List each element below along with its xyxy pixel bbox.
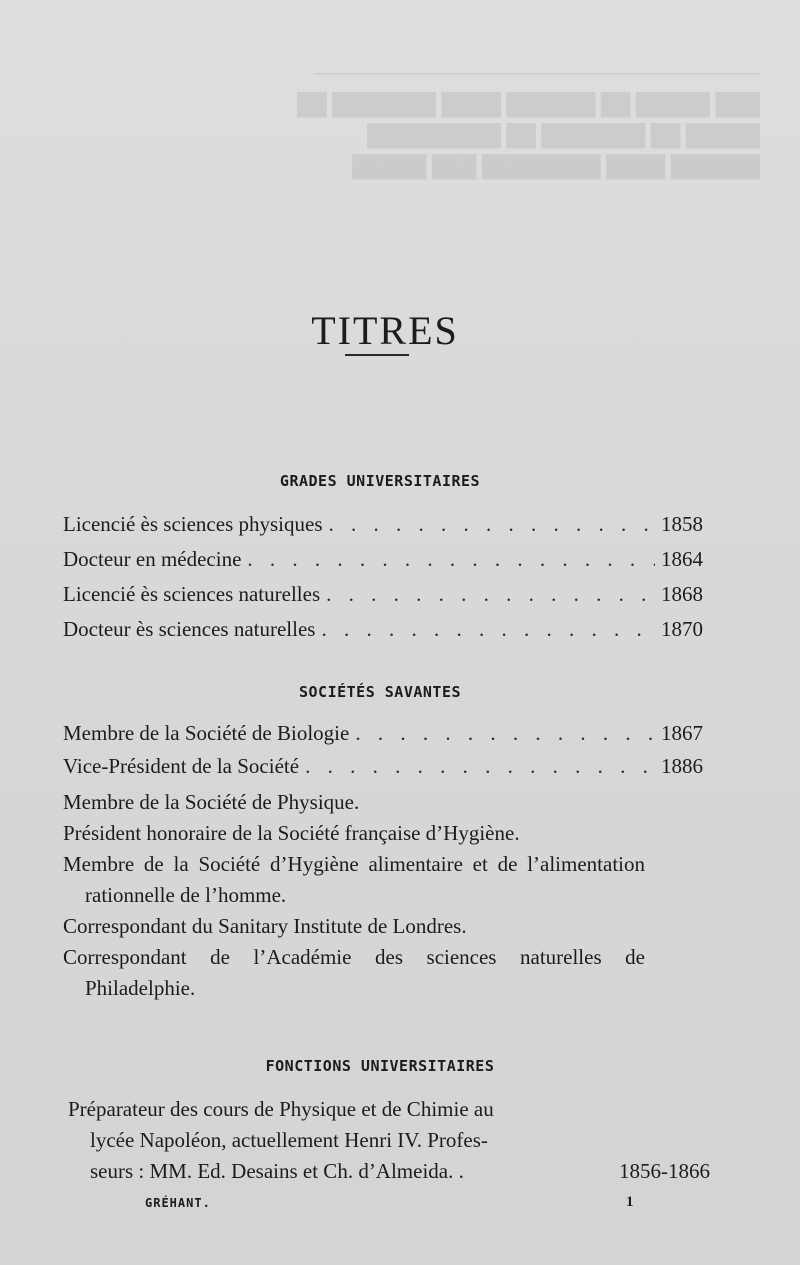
list-item: Correspondant de l’Académie des sciences naturelles de Philadelphie.: [63, 945, 645, 1000]
section-heading-societes: SOCIÉTÉS SAVANTES: [298, 683, 462, 701]
list-item: Membre de la Société d’Hygiène alimentaire et de l’alimentation rationnelle de l’homme.: [63, 852, 645, 907]
leader-dots: [323, 512, 656, 537]
societes-list: [63, 721, 703, 1004]
leader-dots: [241, 547, 655, 572]
list-item: [68, 1094, 710, 1187]
list-item: [63, 512, 703, 547]
item-label: Membre de la Société de Biologie: [63, 721, 350, 745]
list-item: [63, 582, 703, 617]
item-label: Licencié ès sciences naturelles: [63, 582, 321, 606]
list-item: Président honoraire de la Société française d’Hygiène.: [63, 821, 520, 845]
item-year: 1868: [661, 582, 703, 606]
bleed-through-text: ────────────────────────────── ███ █████ ██ ██████ ████ ███████ ██ █████ ██ ███████ ██ █████████ ██████ ████ ████████ ███ █████: [297, 61, 760, 178]
item-year: 1858: [661, 512, 703, 536]
title-rule: [345, 354, 409, 356]
leader-dots: [349, 721, 655, 746]
item-year: 1870: [661, 617, 703, 641]
section-heading-grades: GRADES UNIVERSITAIRES: [279, 472, 481, 490]
page-title: TITRES: [311, 307, 459, 353]
footer-signature: GRÉHANT.: [145, 1196, 211, 1210]
list-item: [63, 547, 703, 582]
item-line: seurs : MM. Ed. Desains et Ch. d’Almeida. .: [90, 1159, 464, 1183]
list-item: Correspondant du Sanitary Institute de Londres.: [63, 914, 467, 938]
section-heading-fonctions: FONCTIONS UNIVERSITAIRES: [265, 1057, 495, 1075]
list-item: [63, 721, 703, 754]
item-year: 1886: [661, 754, 703, 778]
item-years: 1856-1866: [619, 1159, 710, 1183]
item-year: 1867: [661, 721, 703, 745]
item-line: lycée Napoléon, actuellement Henri IV. Profes-: [90, 1128, 488, 1152]
item-label: Vice-Président de la Société: [63, 754, 300, 778]
leader-dots: [315, 617, 655, 642]
list-item: Membre de la Société de Physique.: [63, 790, 360, 814]
leader-dots: [299, 754, 655, 779]
item-line: Préparateur des cours de Physique et de Chimie au: [68, 1097, 494, 1121]
list-item: [63, 617, 703, 652]
item-last-line: [68, 1156, 710, 1187]
page-number: 1: [626, 1194, 634, 1210]
grades-list: [63, 512, 703, 652]
leader-dots: [320, 582, 655, 607]
list-item: [63, 754, 703, 787]
item-label: Licencié ès sciences physiques: [63, 512, 323, 536]
item-year: 1864: [661, 547, 703, 571]
item-label: Docteur ès sciences naturelles: [63, 617, 316, 641]
item-label: Docteur en médecine: [63, 547, 242, 571]
